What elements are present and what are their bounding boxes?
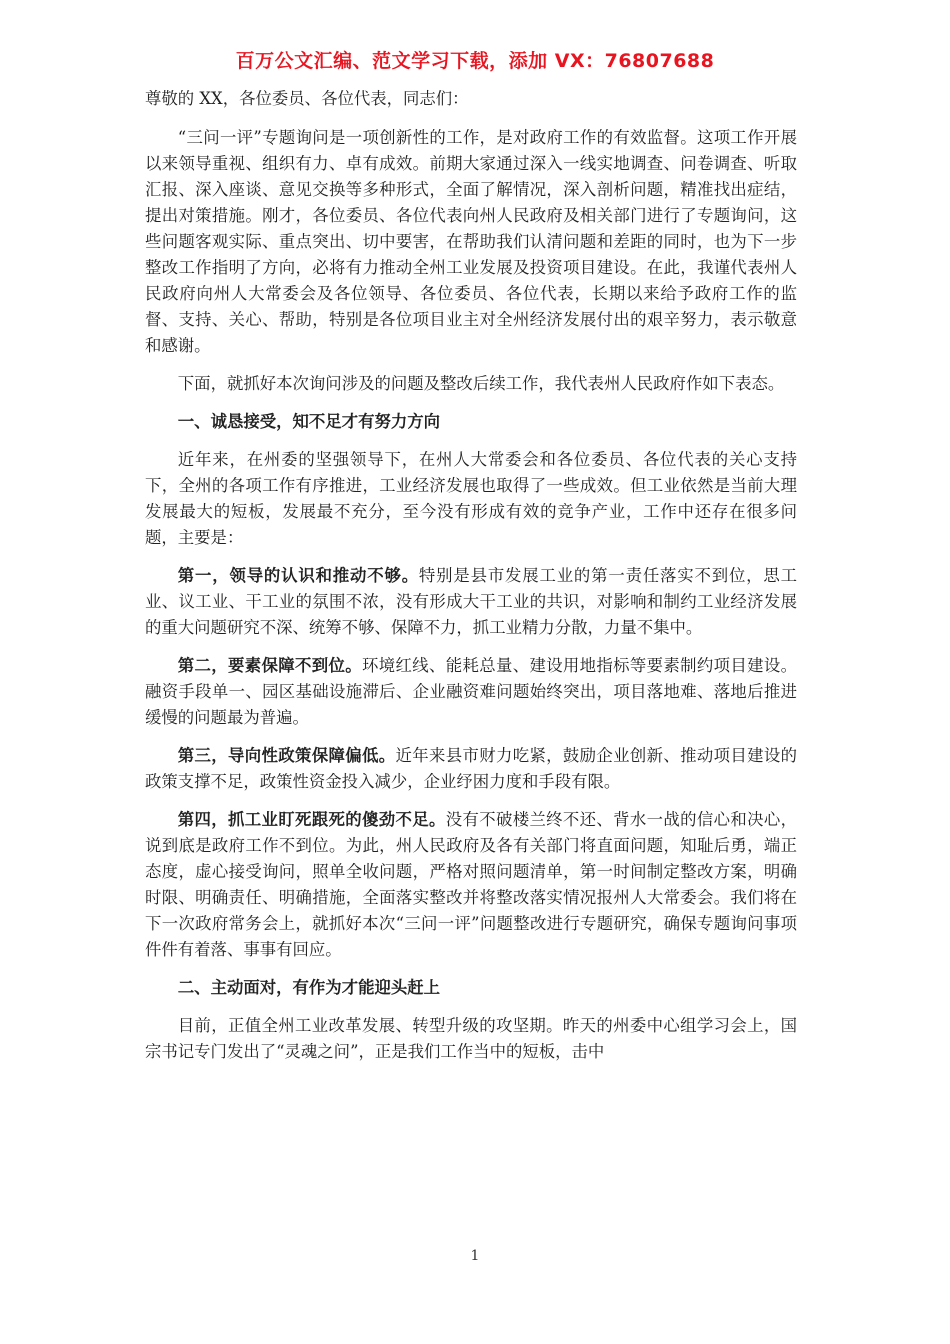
page-number: 1	[470, 1248, 480, 1264]
point-3-text: 近年来县市财力吃紧，鼓励企业创新、推动项目建设的政策支撑不足，政策性资金投入减少，企业纾困力度和手段有限。	[145, 746, 798, 791]
paragraph-point-3	[145, 743, 797, 795]
point-2-text: 环境红线、能耗总量、建设用地指标等要素制约项目建设。融资手段单一、园区基础设施滞后、企业融资难问题始终突出，项目落地难、落地后推进缓慢的问题最为普遍。	[145, 656, 798, 727]
paragraph-problems-intro: 近年来，在州委的坚强领导下，在州人大常委会和各位委员、各位代表的关心支持下，全州的各项工作有序推进，工业经济发展也取得了一些成效。但工业依然是当前大理发展最大的短板，发展最不充分，至今没有形成有效的竞争产业，工作中还存在很多问题，主要是：	[145, 450, 797, 547]
promo-banner: 百万公文汇编、范文学习下载，添加 VX：76807688	[235, 50, 715, 72]
paragraph-point-4	[145, 807, 797, 963]
point-1-lead: 第一，领导的认识和推动不够。	[177, 566, 419, 585]
point-4-lead: 第四，抓工业盯死跟死的傻劲不足。	[177, 810, 446, 829]
section-heading-1: 一、诚恳接受，知不足才有努力方向	[177, 412, 441, 431]
paragraph-intro: “三问一评”专题询问是一项创新性的工作，是对政府工作的有效监督。这项工作开展以来领导重视、组织有力、卓有成效。前期大家通过深入一线实地调查、问卷调查、听取汇报、深入座谈、意见交换等多种形式，全面了解情况，深入剖析问题，精准找出症结，提出对策措施。刚才，各位委员、各位代表向州人民政府及相关部门进行了专题询问，这些问题客观实际、重点突出、切中要害，在帮助我们认清问题和差距的同时，也为下一步整改工作指明了方向，必将有力推动全州工业发展及投资项目建设。在此，我谨代表州人民政府向州人大常委会及各位领导、各位委员、各位代表，长期以来给予政府工作的监督、支持、关心、帮助，特别是各位项目业主对全州经济发展付出的艰辛努力，表示敬意和感谢。	[145, 128, 797, 355]
point-1-text: 特别是县市发展工业的第一责任落实不到位，思工业、议工业、干工业的氛围不浓，没有形成大干工业的共识，对影响和制约工业经济发展的重大问题研究不深、统筹不够、保障不力，抓工业精力分散，力量不集中。	[145, 566, 797, 637]
paragraph-current: 目前，正值全州工业改革发展、转型升级的攻坚期。昨天的州委中心组学习会上，国宗书记专门发出了“灵魂之问”，正是我们工作当中的短板，击中	[145, 1016, 797, 1061]
document-body	[145, 86, 797, 1077]
point-3-lead: 第三，导向性政策保障偏低。	[177, 746, 396, 765]
point-2-lead: 第二，要素保障不到位。	[177, 656, 362, 675]
paragraph-statement: 下面，就抓好本次询问涉及的问题及整改后续工作，我代表州人民政府作如下表态。	[177, 374, 785, 393]
paragraph-point-1	[145, 563, 797, 641]
salutation: 尊敬的 XX，各位委员、各位代表，同志们：	[145, 89, 469, 108]
paragraph-point-2	[145, 653, 797, 731]
section-heading-2: 二、主动面对，有作为才能迎头赶上	[177, 978, 441, 997]
point-4-text: 没有不破楼兰终不还、背水一战的信心和决心，说到底是政府工作不到位。为此，州人民政府及各有关部门将直面问题，知耻后勇，端正态度，虚心接受询问，照单全收问题，严格对照问题清单，第一时间制定整改方案，明确时限、明确责任、明确措施，全面落实整改并将整改落实情况报州人大常委会。我们将在下一次政府常务会上，就抓好本次“三问一评”问题整改进行专题研究，确保专题询问事项件件有着落、事事有回应。	[145, 810, 798, 959]
